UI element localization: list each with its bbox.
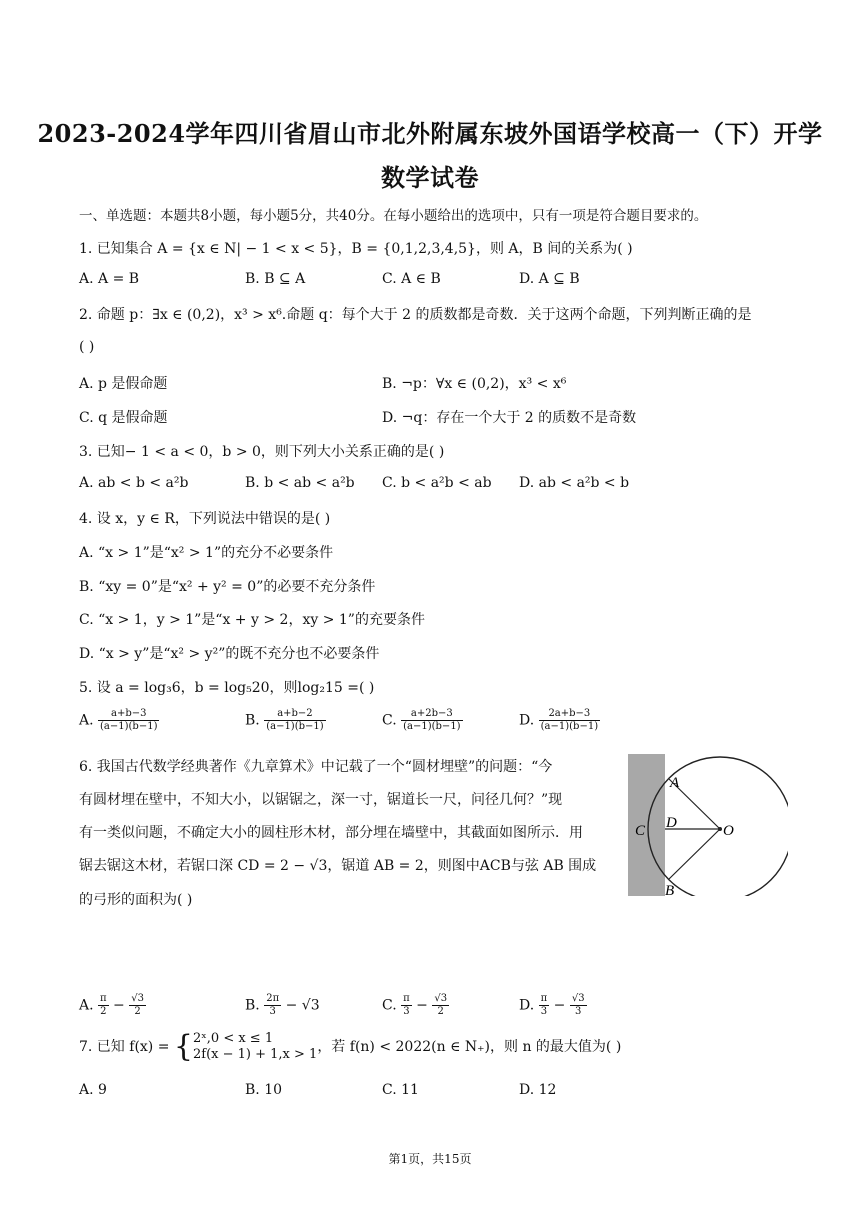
- q6-line5: 的弓形的面积为( ): [79, 892, 193, 908]
- denominator: (a−1)(b−1): [100, 721, 158, 732]
- q6-line2: 有圆材埋在壁中，不知大小，以锯锯之，深一寸，锯道长一尺，问径几何？”现: [79, 792, 563, 808]
- numerator: √3: [131, 993, 144, 1004]
- denominator: (a−1)(b−1): [540, 721, 599, 732]
- exam-title-line2: 数学试卷: [381, 163, 479, 192]
- label-d: D: [666, 815, 677, 831]
- center-point: [718, 827, 722, 831]
- q5-option-d-fraction: [539, 708, 600, 733]
- q3-option-a: A. ab < b < a²b: [79, 475, 189, 491]
- fraction: [401, 993, 412, 1018]
- q6-option-a: A. $\frac{\pi}{2}$ − $\frac{√3}{2}$: [79, 993, 144, 1017]
- line-ob: [669, 829, 720, 879]
- denominator: 2: [100, 1006, 107, 1017]
- numerator: √3: [434, 993, 448, 1004]
- q6-option-b-rest: − √3: [285, 997, 320, 1014]
- q3-stem: 3. 已知− 1 < a < 0，b > 0，则下列大小关系正确的是( ): [79, 444, 445, 460]
- numerator: π: [540, 993, 548, 1004]
- denominator: 3: [403, 1006, 410, 1017]
- numerator: a+b−2: [264, 708, 325, 721]
- q4-option-a: A. “x > 1”是“x² > 1”的充分不必要条件: [79, 545, 334, 561]
- q2-stem-cont: ( ): [79, 339, 95, 355]
- case-2: 2f(x − 1) + 1,x > 1: [193, 1047, 318, 1062]
- numerator: a+2b−3: [401, 708, 462, 721]
- q2-option-d: D. ¬q：存在一个大于 2 的质数不是奇数: [382, 410, 637, 426]
- q7-pre: 7. 已知 f(x) =: [79, 1039, 170, 1055]
- q6-option-d: D. $\frac{\pi}{3}$ − $\frac{√3}{3}$: [519, 993, 585, 1017]
- piecewise-cases: [193, 1031, 317, 1063]
- q5-option-d: [519, 708, 600, 733]
- q5-option-d-label: D.: [519, 712, 535, 729]
- q4-option-d: D. “x > y”是“x² > y²”的既不充分也不必要条件: [79, 646, 380, 662]
- q3-option-d: D. ab < a²b < b: [519, 475, 630, 491]
- denominator: 3: [269, 1006, 276, 1017]
- exam-title-line1: 2023-2024学年四川省眉山市北外附属东坡外国语学校高一（下）开学: [37, 119, 823, 148]
- q4-option-c: C. “x > 1，y > 1”是“x + y > 2，xy > 1”的充要条件: [79, 612, 425, 628]
- numerator: a+b−3: [98, 708, 159, 721]
- page-footer: 第1页，共15页: [388, 1152, 472, 1166]
- q7-stem: [79, 1031, 621, 1063]
- q7-option-a: A. 9: [79, 1082, 107, 1098]
- q6-line1: 6. 我国古代数学经典著作《九章算术》中记载了一个“圆材埋壁”的问题：“今: [79, 759, 553, 775]
- fraction: [432, 993, 449, 1018]
- brace: {: [173, 1029, 193, 1064]
- q4-stem: 4. 设 x，y ∈ R，下列说法中错误的是( ): [79, 511, 331, 527]
- numerator: 2π: [266, 993, 280, 1004]
- q5-option-b-label: B.: [245, 712, 260, 729]
- label-b: B: [665, 883, 675, 896]
- q5-option-a: [79, 708, 159, 733]
- numerator: π: [100, 993, 107, 1004]
- q6-line4: 锯去锯这木材，若锯口深 CD = 2 − √3，锯道 AB = 2，则图中ACB与弦 AB 围成: [79, 858, 597, 874]
- fraction: [129, 993, 146, 1018]
- q7-option-b: B. 10: [245, 1082, 283, 1098]
- q2-option-c: C. q 是假命题: [79, 410, 168, 426]
- q5-option-c-fraction: [401, 708, 462, 733]
- q2-option-a: A. p 是假命题: [79, 376, 168, 392]
- q1-stem: 1. 已知集合 A = {x ∈ N| − 1 < x < 5}，B = {0,1,2,3,4,5}，则 A，B 间的关系为( ): [79, 241, 633, 257]
- label-o: O: [723, 823, 734, 839]
- q1-option-d: D. A ⊆ B: [519, 271, 580, 287]
- q7-post: ，若 f(n) < 2022(n ∈ N₊)，则 n 的最大值为( ): [317, 1039, 622, 1055]
- q5-option-c: [382, 708, 463, 733]
- q5-option-a-fraction: [98, 708, 159, 733]
- q7-option-d: D. 12: [519, 1082, 557, 1098]
- q6-line3: 有一类似问题，不确定大小的圆柱形木材，部分埋在墙壁中，其截面如图所示．用: [79, 825, 583, 841]
- q2-stem: 2. 命题 p：∃x ∈ (0,2)，x³ > x⁶.命题 q：每个大于 2 的质数都是奇数．关于这两个命题，下列判断正确的是: [79, 307, 752, 323]
- fraction: [264, 993, 281, 1018]
- section-heading: 一、单选题：本题共8小题，每小题5分，共40分。在每小题给出的选项中，只有一项是符合题目要求的。: [79, 208, 708, 224]
- q6-option-c-label: C.: [382, 997, 397, 1014]
- q5-option-b-fraction: [264, 708, 325, 733]
- q5-option-a-label: A.: [79, 712, 94, 729]
- numerator: √3: [571, 993, 585, 1004]
- q3-option-b: B. b < ab < a²b: [245, 475, 355, 491]
- denominator: 2: [134, 1006, 141, 1017]
- q1-option-a: A. A = B: [79, 271, 140, 287]
- numerator: π: [403, 993, 410, 1004]
- case-1: 2ˣ,0 < x ≤ 1: [193, 1031, 274, 1046]
- denominator: (a−1)(b−1): [266, 721, 324, 732]
- fraction: [539, 993, 550, 1018]
- q6-option-b: [245, 993, 320, 1018]
- q6-figure: [628, 754, 788, 896]
- fraction: [570, 993, 587, 1018]
- q6-option-a-label: A.: [79, 997, 94, 1014]
- denominator: 3: [540, 1006, 548, 1017]
- wall: [628, 754, 665, 896]
- q5-stem: 5. 设 a = log₃6，b = log₅20，则log₂15 =( ): [79, 680, 375, 696]
- fraction: [98, 993, 109, 1018]
- q6-option-c: C. $\frac{\pi}{3}$ − $\frac{√3}{2}$: [382, 993, 448, 1017]
- q2-option-b: B. ¬p：∀x ∈ (0,2)，x³ < x⁶: [382, 376, 567, 392]
- q5-option-c-label: C.: [382, 712, 397, 729]
- q4-option-b: B. “xy = 0”是“x² + y² = 0”的必要不充分条件: [79, 579, 376, 595]
- label-c: C: [635, 823, 646, 839]
- q7-option-c: C. 11: [382, 1082, 419, 1098]
- numerator: 2a+b−3: [539, 708, 600, 721]
- denominator: 3: [575, 1006, 582, 1017]
- q6-option-d-label: D.: [519, 997, 535, 1014]
- q5-option-b: [245, 708, 326, 733]
- label-a: A: [670, 775, 680, 791]
- q1-option-c: C. A ∈ B: [382, 271, 441, 287]
- q1-option-b: B. B ⊆ A: [245, 271, 306, 287]
- q6-option-b-label: B.: [245, 997, 260, 1014]
- denominator: 2: [437, 1006, 444, 1017]
- denominator: (a−1)(b−1): [403, 721, 461, 732]
- q3-option-c: C. b < a²b < ab: [382, 475, 492, 491]
